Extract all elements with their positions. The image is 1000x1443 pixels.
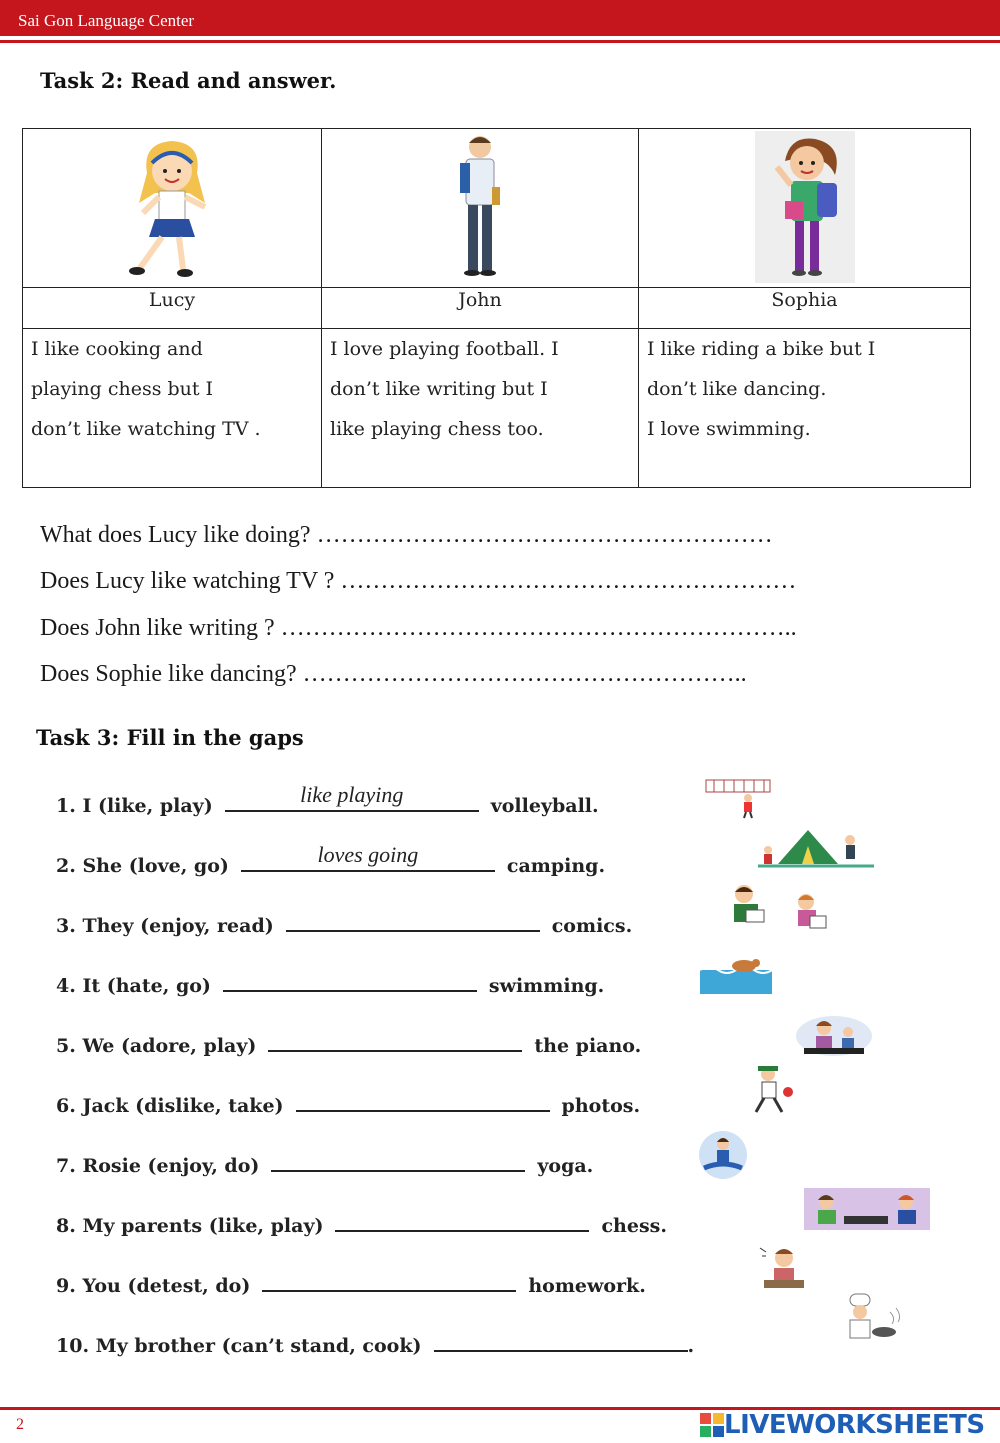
gap-suffix: camping. xyxy=(506,855,606,877)
question-4[interactable]: Does Sophie like dancing? ……………………………………………….. xyxy=(40,661,747,687)
task2-title: Task 2: Read and answer. xyxy=(40,68,337,93)
john-line-3: like playing chess too. xyxy=(330,418,544,440)
lucy-line-3: don’t like watching TV . xyxy=(31,418,261,440)
sophia-name: Sophia xyxy=(639,288,971,329)
liveworksheets-logo[interactable] xyxy=(700,1410,985,1440)
gap-blank-6[interactable] xyxy=(296,1088,550,1112)
gap-suffix: photos. xyxy=(561,1095,641,1117)
john-name: John xyxy=(322,288,639,329)
gap-blank-7[interactable] xyxy=(271,1148,525,1172)
gap-blank-5[interactable] xyxy=(268,1028,522,1052)
gap-blank-9[interactable] xyxy=(262,1268,516,1292)
lucy-line-2: playing chess but I xyxy=(31,378,214,400)
chess-clipart xyxy=(804,1188,930,1230)
gap-answer: like playing xyxy=(300,782,404,807)
brand-name: LIVEWORKSHEETS xyxy=(724,1410,985,1440)
gap-blank-10[interactable] xyxy=(434,1328,688,1352)
header-bar xyxy=(0,0,1000,36)
sophia-line-3: I love swimming. xyxy=(647,418,811,440)
gap-prefix: 4. It (hate, go) xyxy=(56,975,211,997)
gap-suffix: comics. xyxy=(551,915,633,937)
gap-prefix: 5. We (adore, play) xyxy=(56,1035,257,1057)
piano-clipart xyxy=(794,1014,874,1058)
gap-prefix: 10. My brother (can’t stand, cook) xyxy=(56,1335,422,1357)
gap-blank-4[interactable] xyxy=(223,968,477,992)
question-1[interactable]: What does Lucy like doing? ………………………………………………… xyxy=(40,522,773,548)
gap-item-4 xyxy=(56,968,604,997)
characters-table xyxy=(22,128,971,488)
lucy-picture-cell xyxy=(23,129,322,288)
gap-blank-2[interactable] xyxy=(241,842,495,872)
sophia-line-1: I like riding a bike but I xyxy=(647,338,876,360)
gap-suffix: volleyball. xyxy=(490,795,599,817)
gap-item-3 xyxy=(56,908,632,937)
john-picture-cell xyxy=(322,129,639,288)
photos-clipart xyxy=(744,1062,800,1116)
gap-suffix: . xyxy=(687,1335,695,1357)
gap-item-7 xyxy=(56,1148,593,1177)
gap-suffix: homework. xyxy=(528,1275,646,1297)
cooking-clipart xyxy=(838,1292,904,1350)
gap-item-1 xyxy=(56,782,599,817)
gap-prefix: 8. My parents (like, play) xyxy=(56,1215,324,1237)
gap-item-8 xyxy=(56,1208,667,1237)
gap-blank-8[interactable] xyxy=(335,1208,589,1232)
lucy-text xyxy=(23,329,322,488)
sophia-illustration xyxy=(755,131,855,283)
question-2[interactable]: Does Lucy like watching TV ? ………………………………………………… xyxy=(40,568,797,594)
yoga-clipart xyxy=(696,1130,750,1180)
john-text xyxy=(322,329,639,488)
gap-prefix: 1. I (like, play) xyxy=(56,795,213,817)
sophia-text xyxy=(639,329,971,488)
gap-item-6 xyxy=(56,1088,640,1117)
page-number: 2 xyxy=(16,1416,24,1433)
header-rule xyxy=(0,40,1000,43)
center-name: Sai Gon Language Center xyxy=(18,11,195,30)
gap-suffix: swimming. xyxy=(488,975,605,997)
swimming-clipart xyxy=(700,954,772,994)
homework-clipart xyxy=(756,1244,812,1294)
liveworksheets-icon xyxy=(700,1413,724,1437)
gap-prefix: 7. Rosie (enjoy, do) xyxy=(56,1155,260,1177)
volleyball-clipart xyxy=(704,774,774,820)
gap-item-10 xyxy=(56,1328,694,1357)
camping-clipart xyxy=(758,820,874,870)
sophia-picture-cell xyxy=(639,129,971,288)
gap-answer: loves going xyxy=(317,842,419,867)
task3-title: Task 3: Fill in the gaps xyxy=(36,725,304,750)
gap-blank-3[interactable] xyxy=(286,908,540,932)
reading-comics-clipart xyxy=(726,882,836,934)
john-line-1: I love playing football. I xyxy=(330,338,559,360)
gap-prefix: 3. They (enjoy, read) xyxy=(56,915,274,937)
lucy-illustration xyxy=(117,133,227,283)
gap-prefix: 6. Jack (dislike, take) xyxy=(56,1095,284,1117)
gap-blank-1[interactable] xyxy=(225,782,479,812)
gap-suffix: yoga. xyxy=(537,1155,594,1177)
gap-item-9 xyxy=(56,1268,646,1297)
gap-suffix: the piano. xyxy=(534,1035,642,1057)
john-illustration xyxy=(440,131,520,281)
john-line-2: don’t like writing but I xyxy=(330,378,548,400)
question-3[interactable]: Does John like writing ? ……………………………………………………….. xyxy=(40,615,797,641)
gap-item-5 xyxy=(56,1028,641,1057)
gap-prefix: 9. You (detest, do) xyxy=(56,1275,251,1297)
lucy-name: Lucy xyxy=(23,288,322,329)
lucy-line-1: I like cooking and xyxy=(31,338,203,360)
gap-suffix: chess. xyxy=(601,1215,667,1237)
gap-item-2 xyxy=(56,842,606,877)
sophia-line-2: don’t like dancing. xyxy=(647,378,827,400)
gap-prefix: 2. She (love, go) xyxy=(56,855,229,877)
